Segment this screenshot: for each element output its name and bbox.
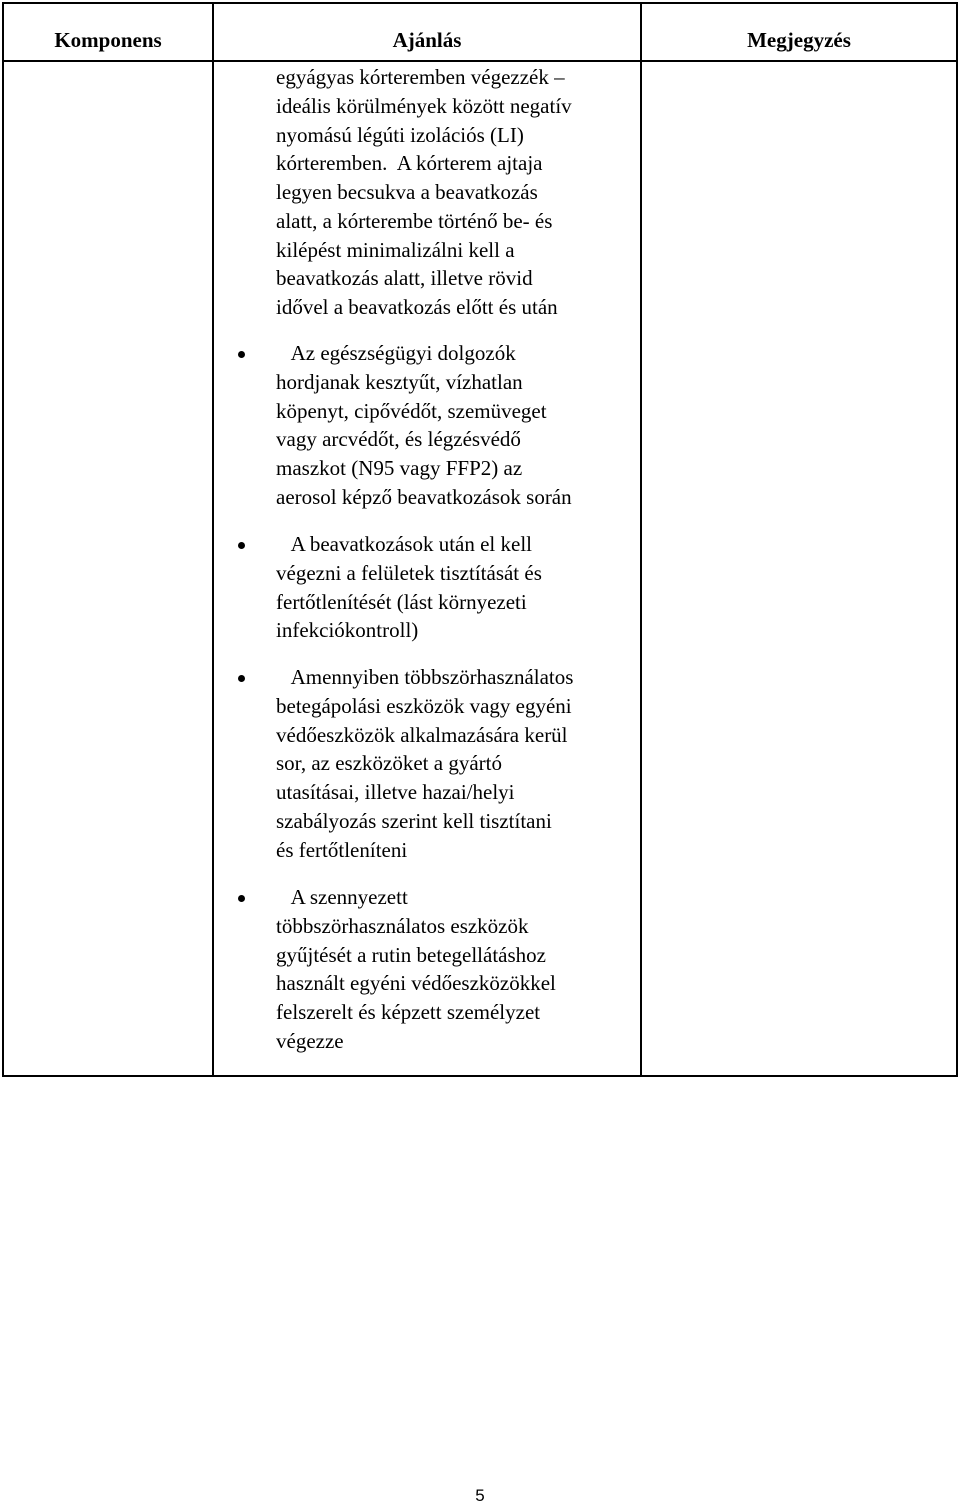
bullet-icon — [238, 675, 245, 682]
bullet-icon — [238, 351, 245, 358]
recommendation-intro-text: egyágyas kórteremben végezzék – ideális körülmények között negatív nyomású légúti izolációs (LI) kórteremben. A kórterem ajtaja legyen becsukva a beavatkozás alatt, a kórterembe történő be- és kilépést minimalizálni kell a beavatkozás alatt, illetve rövid idővel a beavatkozás előtt és után — [276, 65, 572, 319]
page-number: 5 — [475, 1486, 485, 1505]
column-divider — [640, 4, 642, 1075]
bullet-text: Amennyiben többszörhasználatos betegápolási eszközök vagy egyéni védőeszközök alkalmazására kerül sor, az eszközöket a gyártó utasításai, illetve hazai/helyi szabályozás szerint kell tisztítani és fertőtleníteni — [276, 665, 574, 862]
header-recommendation: Ajánlás — [392, 28, 462, 52]
bullet-icon — [238, 542, 245, 549]
bullet-text: A szennyezett többszörhasználatos eszközök gyűjtését a rutin betegellátáshoz használt egyéni védőeszközökkel felszerelt és képzett személyzet végezze — [276, 885, 556, 1053]
header-divider — [4, 60, 956, 62]
bullet-text: Az egészségügyi dolgozók hordjanak kesztyűt, vízhatlan köpenyt, cipővédőt, szemüveget vagy arcvédőt, és légzésvédő maszkot (N95 vagy FFP2) az aerosol képző beavatkozások során — [276, 341, 572, 509]
column-divider — [212, 4, 214, 1075]
bullet-icon — [238, 895, 245, 902]
header-component: Komponens — [54, 28, 162, 52]
header-note: Megjegyzés — [747, 28, 851, 52]
bullet-text: A beavatkozások után el kell végezni a felületek tisztítását és fertőtlenítését (lást környezeti infekciókontroll) — [276, 532, 542, 643]
